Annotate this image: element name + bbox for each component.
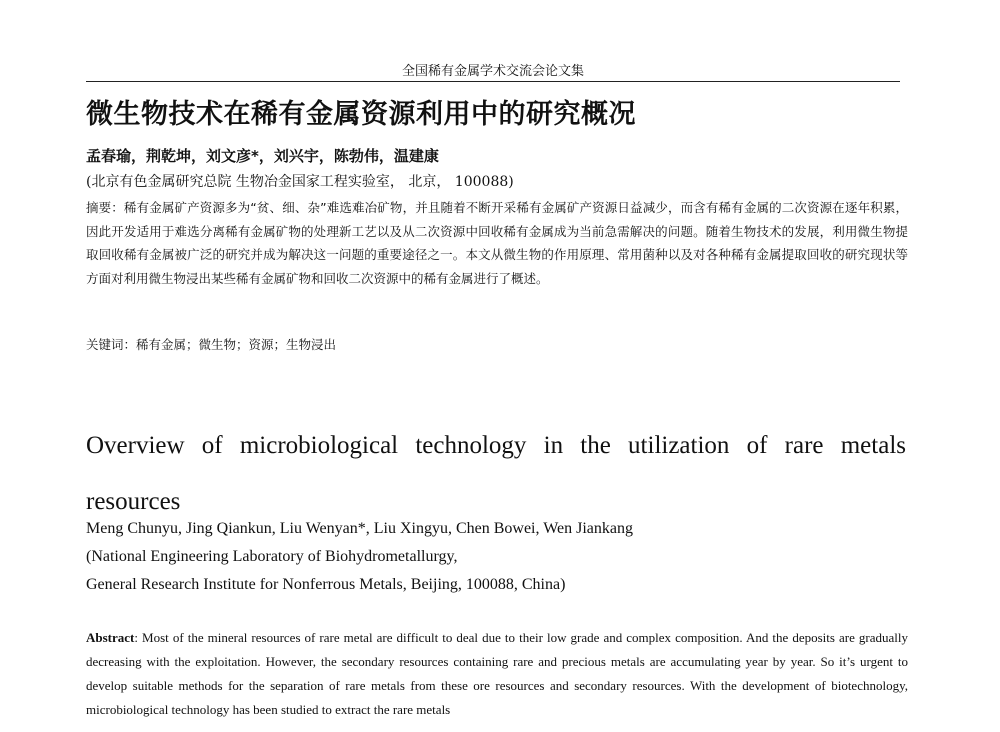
running-header: 全国稀有金属学术交流会论文集 (401, 64, 584, 79)
english-abstract (86, 626, 908, 722)
chinese-title: 微生物技术在稀有金属资源利用中的研究概况 (86, 99, 636, 130)
english-authors: Meng Chunyu, Jing Qiankun, Liu Wenyan*, Liu Xingyu, Chen Bowei, Wen Jiankang (86, 520, 633, 537)
chinese-keywords: 关键词：稀有金属；微生物；资源；生物浸出 (86, 337, 337, 352)
header-rule (86, 81, 900, 82)
abstract-text: : Most of the mineral resources of rare metal are difficult to deal due to their low grade and complex composition. And the deposits are gradually decreasing with the exploitation. However, the secondary resources containing rare and precious metals are accumulating year by year. So it’s urgent to develop suitable methods for the separation of rare metals from these ore resources and secondary resources. With the development of biotechnology, microbiological technology has been studied to extract the rare metals (86, 630, 908, 717)
english-title: Overview of microbiological technology in the utilization of rare metals resources (86, 432, 906, 515)
chinese-abstract: 摘要：稀有金属矿产资源多为“贫、细、杂”难选难冶矿物，并且随着不断开采稀有金属矿产资源日益减少，而含有稀有金属的二次资源在逐年积累，因此开发适用于难选分离稀有金属矿物的处理新工艺以及从二次资源中回收稀有金属成为当前急需解决的问题。随着生物技术的发展，利用微生物提取回收稀有金属被广泛的研究并成为解决这一问题的重要途径之一。本文从微生物的作用原理、常用菌种以及对各种稀有金属提取回收的研究现状等方面对利用微生物浸出某些稀有金属矿物和回收二次资源中的稀有金属进行了概述。 (86, 200, 908, 286)
chinese-affiliation: (北京有色金属研究总院 生物冶金国家工程实验室， 北京， 100088) (86, 174, 514, 190)
english-affiliation-line2: General Research Institute for Nonferrous Metals, Beijing, 100088, China) (86, 576, 566, 593)
abstract-label: Abstract (86, 630, 135, 645)
chinese-authors: 孟春瑜，荆乾坤，刘文彦*，刘兴宇，陈勃伟，温建康 (86, 147, 439, 165)
english-affiliation-line1: (National Engineering Laboratory of Biohydrometallurgy, (86, 548, 458, 565)
